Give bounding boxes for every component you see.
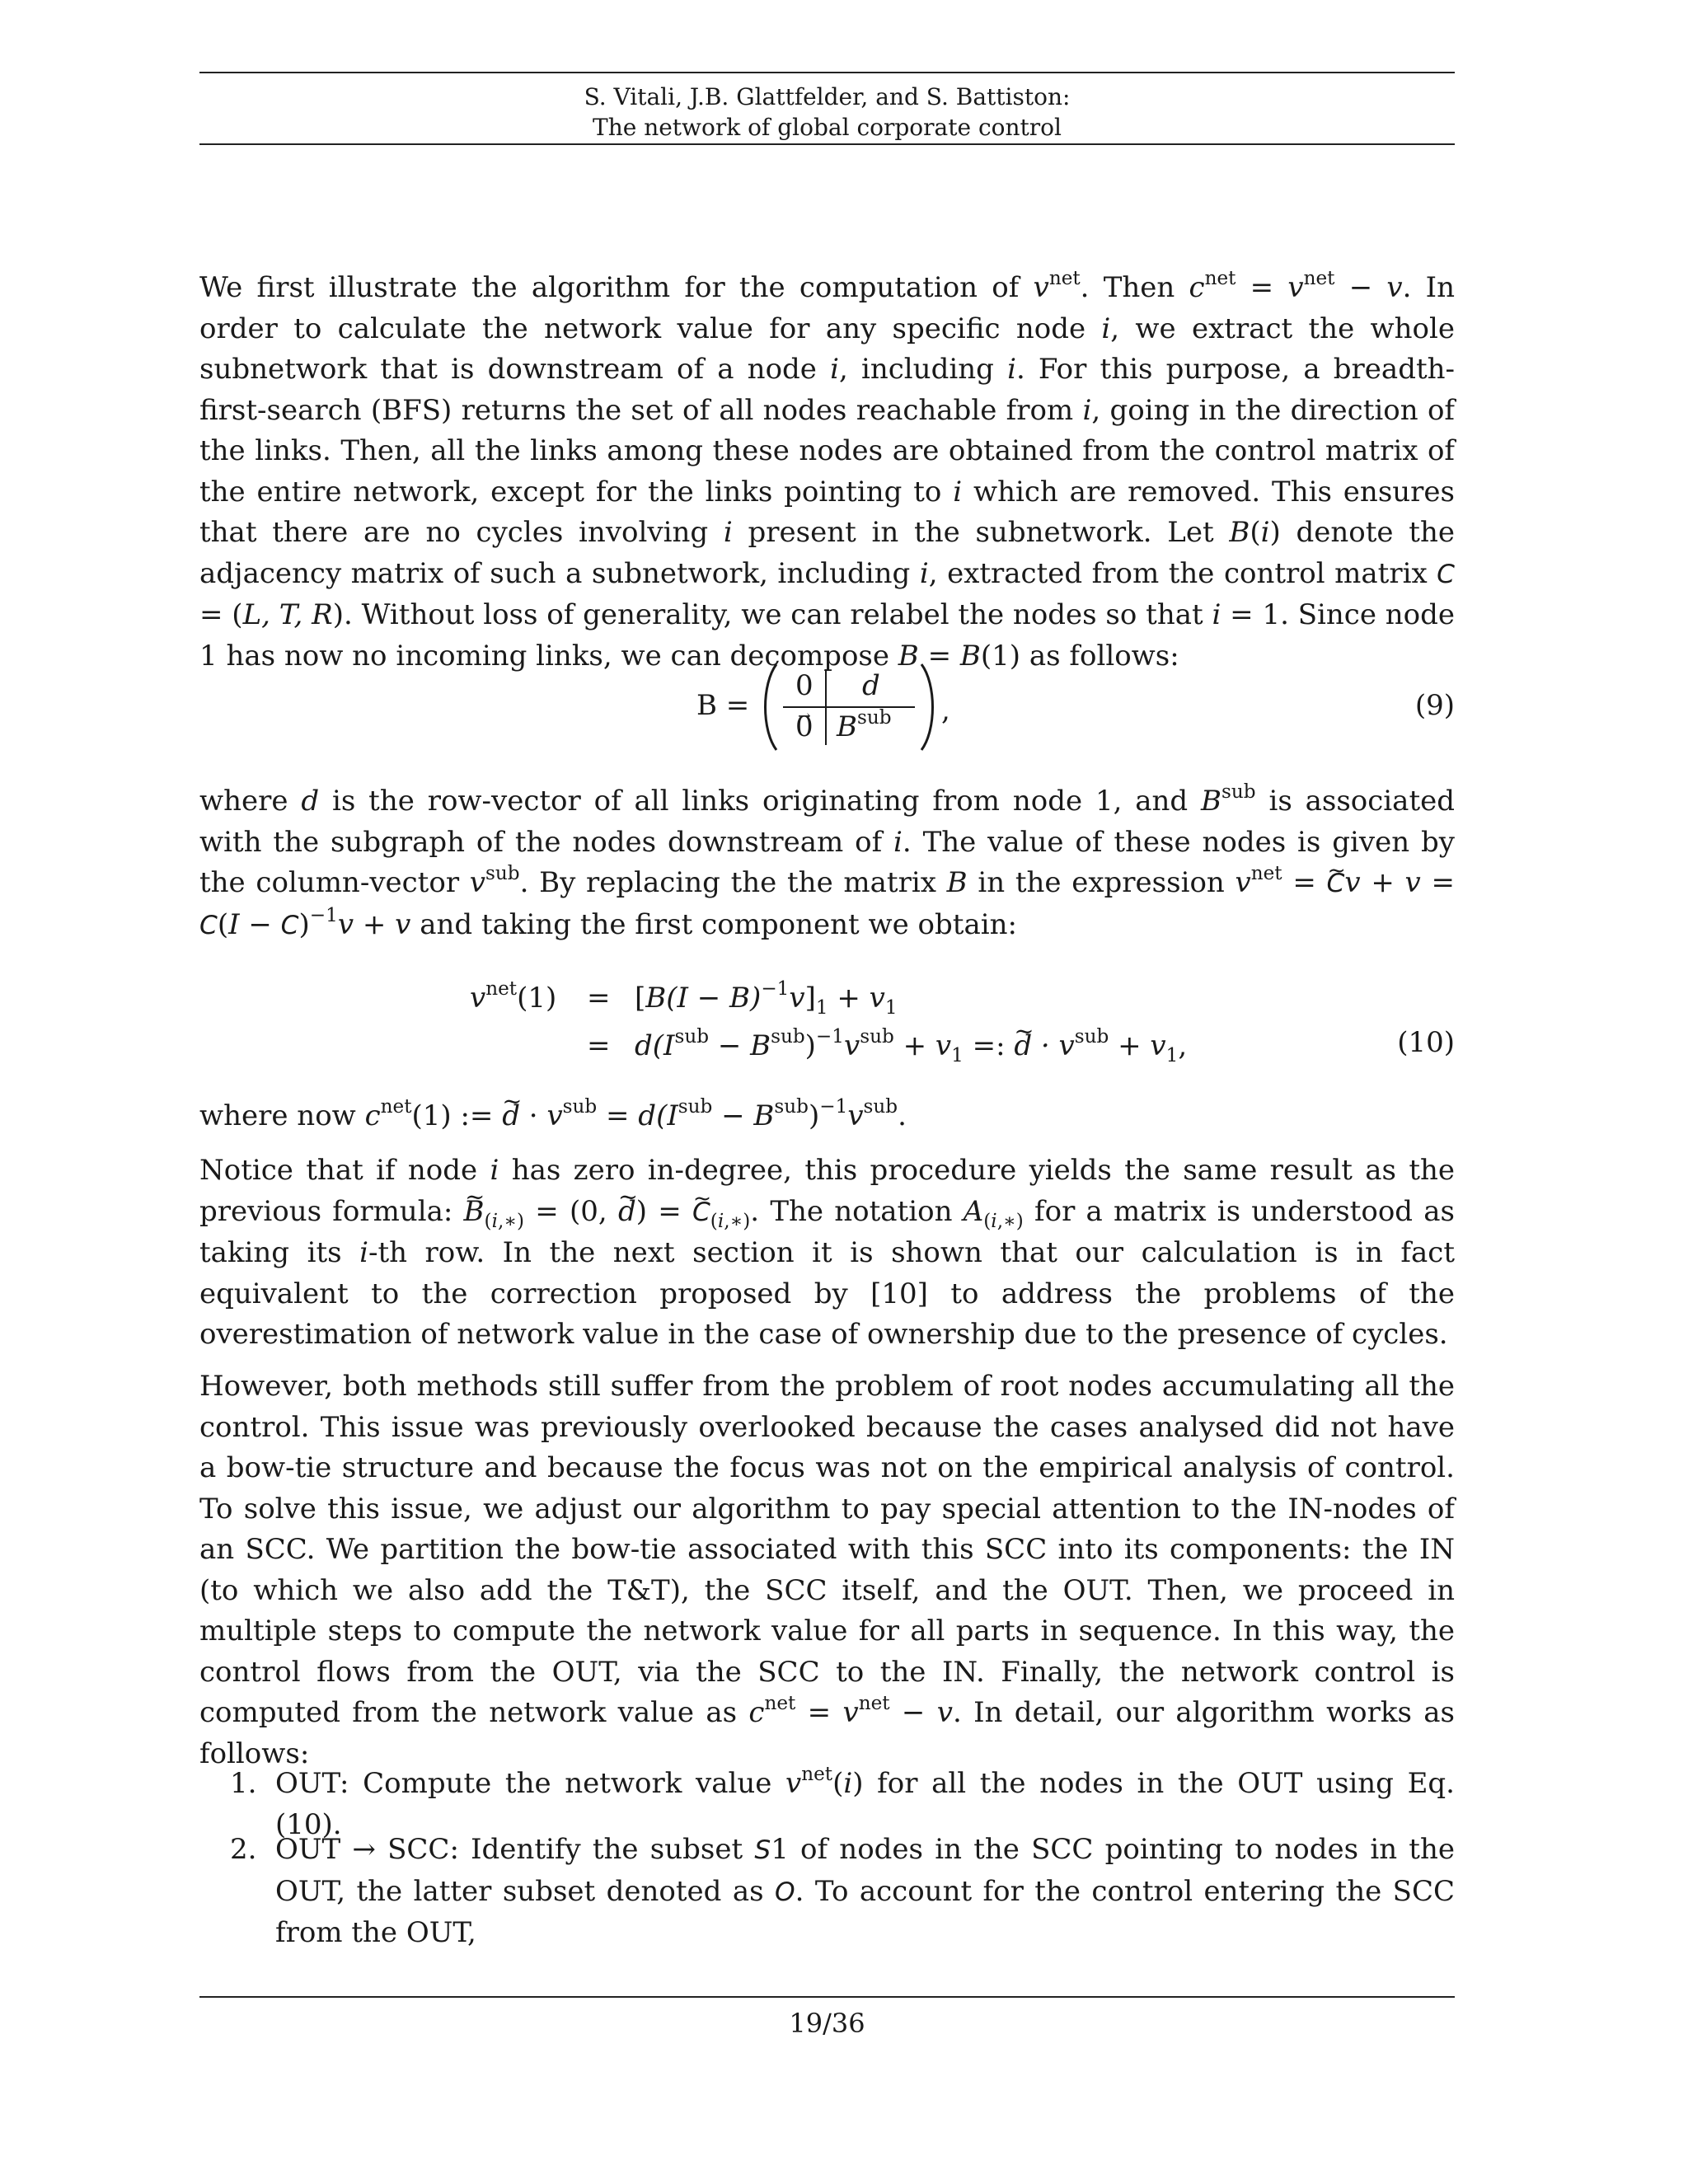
header-bottom-rule [199,143,1455,145]
eq10-lhs: $v^{net}(1)$ [470,978,557,1015]
eq9-cell-bsub: $B^{sub}$ [837,707,892,743]
eq10-line-1: $[B(I - B)^{-1}v]_1 + v_1$ [635,978,898,1019]
eq9-cell-zero: 0 [795,669,814,702]
running-header-authors: S. Vitali, J.B. Glattfelder, and S. Battiston: [584,83,1071,110]
eq9-trailing-comma: , [941,694,950,727]
eq10-number: (10) [1397,1026,1455,1059]
eq9-lhs: B = [696,689,750,722]
eq9-cell-zero-vector: → 0 [795,707,814,748]
running-header-title: The network of global corporate control [593,114,1062,141]
paragraph-zero-indegree: Notice that if node i has zero in-degree, this procedure yields the same result as the previous formula: ~ $B_{(i,∗)} = (0$, ~ d) = ~ $C_{(i,∗)}$. The notation $A_{(i,∗)}$ for a matrix is understood as taking its i-th row. In the next section it is shown that our calculation is in fact equivalent to the correction proposed by [10] to address the problems of the overestimation of network value in the case of ownership due to the presence of cycles. [199,1151,1455,1356]
paragraph-algorithm-intro: We first illustrate the algorithm for the computation of $v^{net}$. Then $c^{net} = v^{net} - v$. In order to calculate the network value for any specific node i, we extract the whole subnetwork that is downstream of a node i, including i. For this purpose, a breadth-first-search (BFS) returns the set of all nodes reachable from i, going in the direction of the links. Then, all the links among these nodes are obtained from the control matrix of the entire network, except for the links pointing to i which are removed. This ensures that there are no cycles involving i present in the subnetwork. Let B(i) denote the adjacency matrix of such a subnetwork, including i, extracted from the control matrix C = (L, T, R). Without loss of generality, we can relabel the nodes so that i = 1. Since node 1 has now no incoming links, we can decompose B = B(1) as follows: [199,268,1456,673]
eq10-equals-2: = [587,1029,611,1062]
eq9-cell-d: d [862,669,880,702]
eq10-equals-1: = [587,982,611,1015]
paragraph-subgraph: where d is the row-vector of all links originating from node 1, and $B^{sub}$ is associated with the subgraph of the nodes downstream of i. The value of these nodes is given by the column-vector $v^{sub}$. By replacing the the matrix B in the expression $v^{net}$ = ~ $Cv + v = C(I - C)^{-1}v + v$ and taking the first component we obtain: [199,781,1455,946]
eq9-number: (9) [1414,689,1455,722]
eq10-line-2: $d(I^{sub} - B^{sub})^{-1}v^{sub} + v_1$ =: ~ $d \cdot v^{sub} + v_1$, [635,1026,1187,1067]
header-top-rule [199,72,1455,73]
footer-rule [199,1996,1455,1998]
page-number: 19/36 [789,2008,865,2039]
list-item-out: 1. OUT: Compute the network value $v^{net}(i)$ for all the nodes in the OUT using Eq. (10). [230,1764,1455,1841]
paragraph-network-control-definition: where now $c^{net}(1)$ := ~ $d \cdot v^{sub} = d(I^{sub} - B^{sub})^{-1}v^{sub}$. [199,1096,1455,1137]
paragraph-bow-tie-method: However, both methods still suffer from the problem of root nodes accumulating all the control. This issue was previously overlooked because the cases analysed did not have a bow-tie structure and because the focus was not on the empirical analysis of control. To solve this issue, we adjust our algorithm to pay special attention to the IN-nodes of an SCC. We partition the bow-tie associated with this SCC into its components: the IN (to which we also add the T&T), the SCC itself, and the OUT. Then, we proceed in multiple steps to compute the network value for all parts in sequence. In this way, the control flows from the OUT, via the SCC to the IN. Finally, the network control is computed from the network value as $c^{net} = v^{net} - v$. In detail, our algorithm works as follows: [199,1370,1455,1770]
list-item-out-to-scc: 2. OUT → SCC: Identify the subset S1 of nodes in the SCC pointing to nodes in the OUT, the latter subset denoted as O. To account for the control entering the SCC from the OUT, [230,1833,1455,1949]
